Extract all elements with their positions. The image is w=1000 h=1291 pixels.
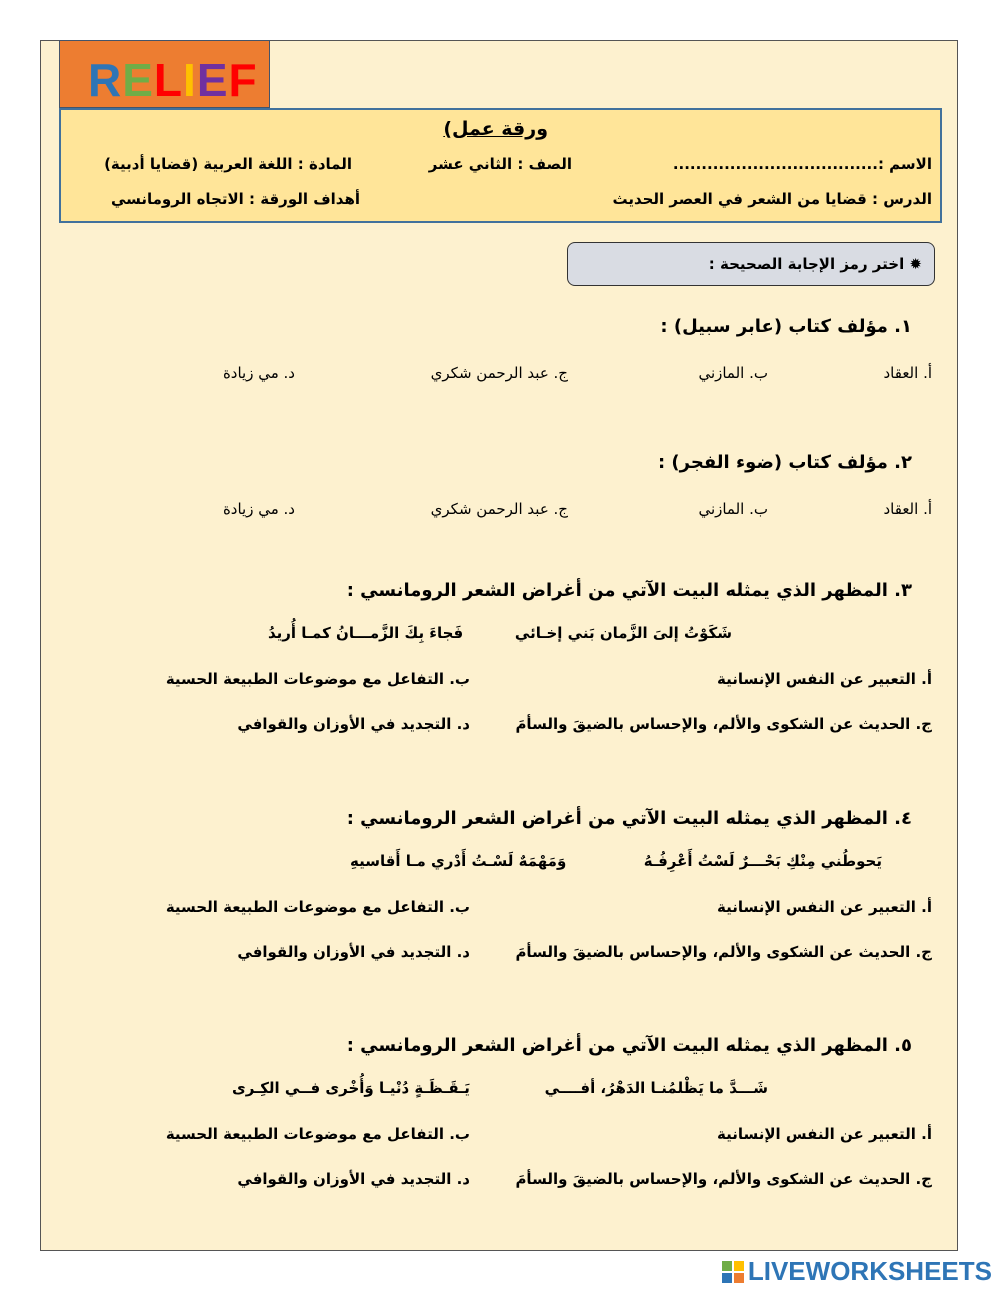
question-text: ٣. المظهر الذي يمثله البيت الآتي من أغراض الشعر الرومانسي : xyxy=(346,580,912,601)
answer-option[interactable]: ب. التفاعل مع موضوعات الطبيعة الحسية xyxy=(165,670,470,688)
answer-option[interactable]: د. مي زيادة xyxy=(222,364,295,382)
student-name-field[interactable]: الاسم :.................................... xyxy=(672,155,932,173)
brand-text: LIVEWORKSHEETS xyxy=(747,1256,992,1286)
liveworksheets-logo xyxy=(722,1256,992,1287)
answer-option[interactable]: ج. الحديث عن الشكوى والألم، والإحساس بالضيقَ والسأمَ xyxy=(515,943,932,961)
logo-letter: E xyxy=(122,54,154,106)
answer-option[interactable]: ب. التفاعل مع موضوعات الطبيعة الحسية xyxy=(165,1125,470,1143)
answer-option[interactable]: د. التجديد في الأوزان والقوافي xyxy=(237,1170,470,1188)
answer-option[interactable]: أ. التعبير عن النفس الإنسانية xyxy=(716,1125,932,1143)
logo-letter: I xyxy=(183,54,197,106)
answer-option[interactable]: ج. الحديث عن الشكوى والألم، والإحساس بالضيقَ والسأمَ xyxy=(515,1170,932,1188)
question-text: ٢. مؤلف كتاب (ضوء الفجر) : xyxy=(657,452,912,473)
question-text: ١. مؤلف كتاب (عابر سبيل) : xyxy=(660,316,912,337)
liveworksheets-icon xyxy=(722,1261,744,1283)
logo-letter: L xyxy=(153,54,184,106)
question-text: ٥. المظهر الذي يمثله البيت الآتي من أغراض الشعر الرومانسي : xyxy=(346,1035,912,1056)
answer-option[interactable]: ج. عبد الرحمن شكري xyxy=(430,364,568,382)
answer-option[interactable]: ج. عبد الرحمن شكري xyxy=(430,500,568,518)
goals-label: أهداف الورقة : الاتجاه الرومانسي xyxy=(110,190,360,208)
verse-first-hemistich: يَحوطُني مِنْكِ بَحْـــرٌ لَسْتُ أَعْرِفُـهُ xyxy=(643,852,882,870)
logo-text xyxy=(88,54,258,106)
worksheet-title: ورقة عمل) xyxy=(443,118,548,140)
answer-option[interactable]: د. التجديد في الأوزان والقوافي xyxy=(237,943,470,961)
verse-first-hemistich: شَكَوْتُ إلىَ الزَّمان بَني إخـائي xyxy=(514,624,732,642)
answer-option[interactable]: ج. الحديث عن الشكوى والألم، والإحساس بالضيقَ والسأمَ xyxy=(515,715,932,733)
answer-option[interactable]: أ. التعبير عن النفس الإنسانية xyxy=(716,670,932,688)
answer-option[interactable]: ب. المازني xyxy=(698,364,768,382)
verse-second-hemistich: فَجاءَ بِكَ الزَّمـــانُ كمـا أُريدُ xyxy=(268,624,464,642)
logo-letter: R xyxy=(88,54,123,106)
verse-second-hemistich: يَـقَـظَـةٍ دُنْيـا وَأُخْرى فــي الكِـرى xyxy=(232,1079,470,1097)
answer-option[interactable]: د. التجديد في الأوزان والقوافي xyxy=(237,715,470,733)
answer-option[interactable]: ب. التفاعل مع موضوعات الطبيعة الحسية xyxy=(165,898,470,916)
grade-label: الصف : الثاني عشر xyxy=(428,155,572,173)
relief-logo xyxy=(59,40,270,108)
answer-option[interactable]: أ. التعبير عن النفس الإنسانية xyxy=(716,898,932,916)
answer-option[interactable]: ب. المازني xyxy=(698,500,768,518)
answer-option[interactable]: أ. العقاد xyxy=(883,364,932,382)
question-text: ٤. المظهر الذي يمثله البيت الآتي من أغراض الشعر الرومانسي : xyxy=(346,808,912,829)
verse-first-hemistich: شَـــدَّ ما يَظْلمُنـا الدَهْرُ، أفــــي xyxy=(544,1079,768,1097)
lesson-label: الدرس : قضايا من الشعر في العصر الحديث xyxy=(612,190,932,208)
instruction-text: ✹ اختر رمز الإجابة الصحيحة : xyxy=(708,255,922,273)
answer-option[interactable]: د. مي زيادة xyxy=(222,500,295,518)
logo-letter: F xyxy=(228,54,258,106)
logo-letter: E xyxy=(196,54,229,106)
verse-second-hemistich: وَمَهْمَهٌ لَسْـتُ أَدْري مـا أَقاسيهِ xyxy=(350,852,567,870)
subject-label: المادة : اللغة العربية (قضايا أدبية) xyxy=(104,155,352,173)
answer-option[interactable]: أ. العقاد xyxy=(883,500,932,518)
